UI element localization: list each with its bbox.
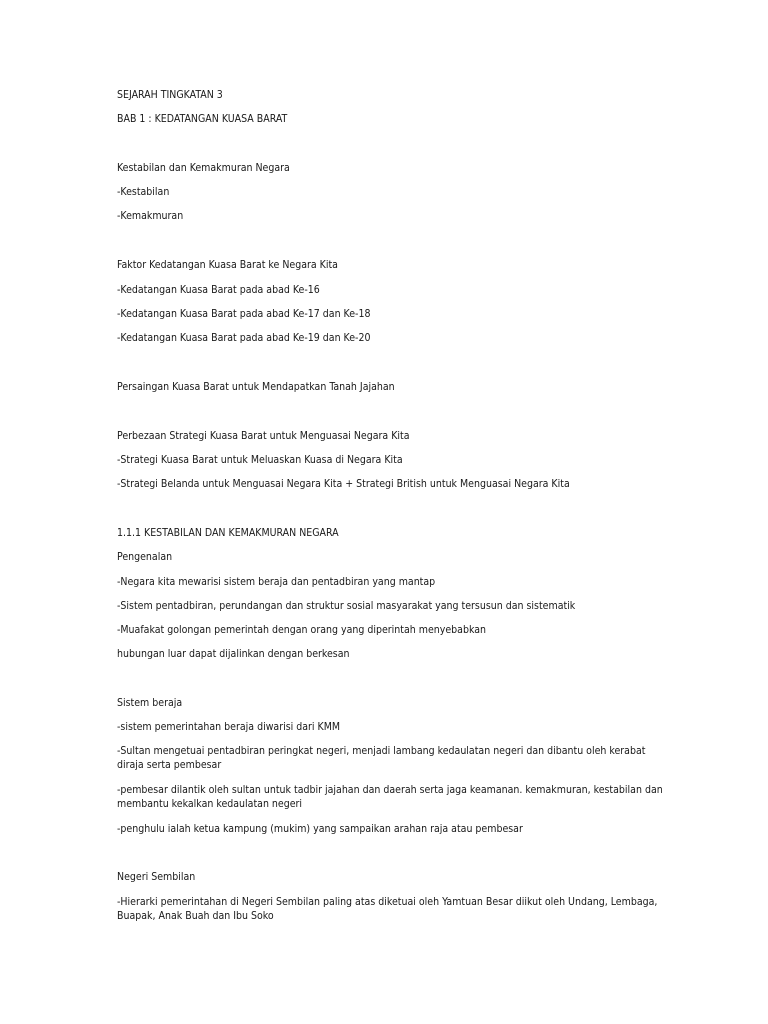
outline-heading-1: Kestabilan dan Kemakmuran Negara [117, 162, 290, 174]
body-line: -penghulu ialah ketua kampung (mukim) yang sampaikan arahan raja atau pembesar [117, 823, 523, 835]
subsection-heading: Negeri Sembilan [117, 871, 196, 883]
body-line: -Sultan mengetuai pentadbiran peringkat negeri, menjadi lambang kedaulatan negeri dan dibantu oleh kerabat [117, 745, 646, 757]
body-line: -sistem pemerintahan beraja diwarisi dari KMM [117, 721, 341, 733]
body-line: -Muafakat golongan pemerintah dengan orang yang diperintah menyebabkan [117, 624, 487, 636]
chapter-heading: BAB 1 : KEDATANGAN KUASA BARAT [117, 113, 288, 125]
subsection-heading: Pengenalan [117, 551, 173, 563]
outline-item: -Strategi Belanda untuk Menguasai Negara Kita + Strategi British untuk Menguasai Negara Kita [117, 478, 570, 490]
section-heading: 1.1.1 KESTABILAN DAN KEMAKMURAN NEGARA [117, 527, 339, 539]
body-line: hubungan luar dapat dijalinkan dengan berkesan [117, 648, 350, 660]
outline-item: -Kedatangan Kuasa Barat pada abad Ke-19 dan Ke-20 [117, 332, 371, 344]
outline-item: -Kemakmuran [117, 210, 184, 222]
outline-item: -Kedatangan Kuasa Barat pada abad Ke-17 dan Ke-18 [117, 308, 371, 320]
body-line: Buapak, Anak Buah dan Ibu Soko [117, 910, 274, 922]
outline-heading-3: Persaingan Kuasa Barat untuk Mendapatkan Tanah Jajahan [117, 381, 395, 393]
doc-title: SEJARAH TINGKATAN 3 [117, 89, 223, 101]
outline-item: -Kedatangan Kuasa Barat pada abad Ke-16 [117, 284, 320, 296]
body-line: -pembesar dilantik oleh sultan untuk tadbir jajahan dan daerah serta jaga keamanan. kemakmuran, kestabilan dan [117, 784, 663, 796]
subsection-heading: Sistem beraja [117, 697, 183, 709]
body-line: -Sistem pentadbiran, perundangan dan struktur sosial masyarakat yang tersusun dan sistematik [117, 600, 576, 612]
outline-item: -Kestabilan [117, 186, 170, 198]
outline-heading-4: Perbezaan Strategi Kuasa Barat untuk Menguasai Negara Kita [117, 430, 410, 442]
body-line: -Negara kita mewarisi sistem beraja dan pentadbiran yang mantap [117, 576, 436, 588]
body-line: -Hierarki pemerintahan di Negeri Sembilan paling atas diketuai oleh Yamtuan Besar diikut oleh Undang, Lembaga, [117, 896, 658, 908]
body-line: diraja serta pembesar [117, 759, 222, 771]
outline-heading-2: Faktor Kedatangan Kuasa Barat ke Negara Kita [117, 259, 338, 271]
outline-item: -Strategi Kuasa Barat untuk Meluaskan Kuasa di Negara Kita [117, 454, 403, 466]
body-line: membantu kekalkan kedaulatan negeri [117, 798, 303, 810]
